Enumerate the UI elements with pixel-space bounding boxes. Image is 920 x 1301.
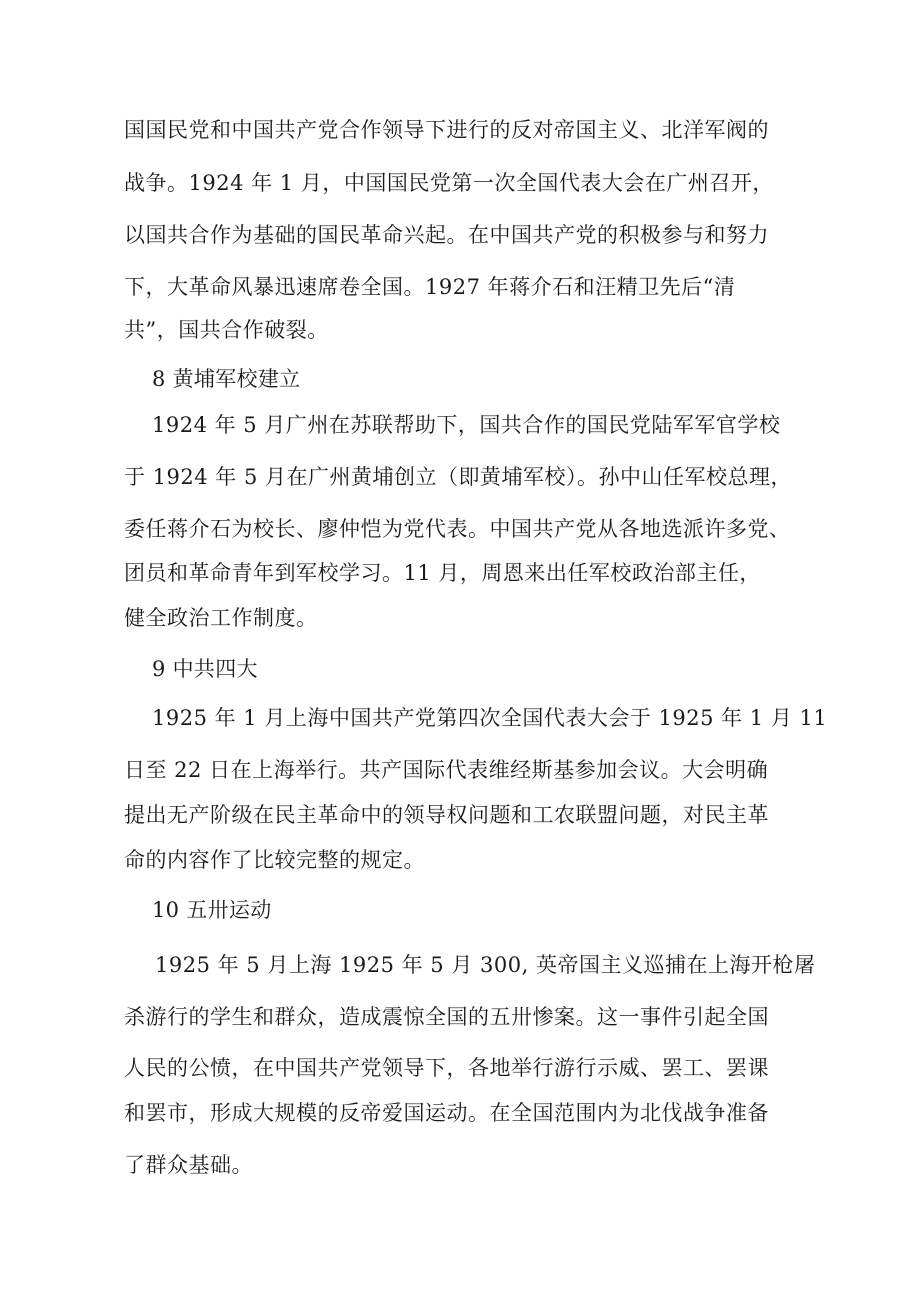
paragraph-line: 团员和革命青年到军校学习。11 月，周恩来出任军校政治部主任， bbox=[124, 561, 761, 585]
paragraph-line: 国国民党和中国共产党合作领导下进行的反对帝国主义、北洋军阀的 bbox=[124, 118, 769, 142]
paragraph-line: 和罢市，形成大规模的反帝爱国运动。在全国范围内为北伐战争准备 bbox=[124, 1101, 769, 1125]
paragraph-line: 战争。1924 年 1 月，中国国民党第一次全国代表大会在广州召开， bbox=[124, 171, 774, 195]
paragraph-line: 1925 年 1 月上海中国共产党第四次全国代表大会于 1925 年 1 月 11 bbox=[152, 706, 828, 730]
paragraph-line: 1924 年 5 月广州在苏联帮助下，国共合作的国民党陆军军官学校 bbox=[152, 413, 781, 437]
paragraph-line: 以国共合作为基础的国民革命兴起。在中国共产党的积极参与和努力 bbox=[124, 223, 769, 247]
paragraph-line: 共”，国共合作破裂。 bbox=[124, 318, 329, 342]
paragraph-line: 1925 年 5 月上海 1925 年 5 月 300, 英帝国主义巡捕在上海开枪屠 bbox=[155, 953, 816, 977]
paragraph-line: 提出无产阶级在民主革命中的领导权问题和工农联盟问题，对民主革 bbox=[124, 803, 769, 827]
paragraph-line: 健全政治工作制度。 bbox=[124, 606, 318, 630]
paragraph-line: 了群众基础。 bbox=[124, 1153, 253, 1177]
section-heading-9: 9 中共四大 bbox=[152, 657, 258, 681]
paragraph-line: 杀游行的学生和群众，造成震惊全国的五卅惨案。这一事件引起全国 bbox=[124, 1005, 769, 1029]
paragraph-line: 日至 22 日在上海举行。共产国际代表维经斯基参加会议。大会明确 bbox=[124, 758, 769, 782]
paragraph-line: 人民的公愤，在中国共产党领导下，各地举行游行示威、罢工、罢课 bbox=[124, 1056, 769, 1080]
paragraph-line: 于 1924 年 5 月在广州黄埔创立（即黄埔军校）。孙中山任军校总理， bbox=[124, 465, 793, 489]
paragraph-line: 委任蒋介石为校长、廖仲恺为党代表。中国共产党从各地选派许多党、 bbox=[124, 517, 791, 541]
paragraph-line: 命的内容作了比较完整的规定。 bbox=[124, 848, 425, 872]
paragraph-line: 下，大革命风暴迅速席卷全国。1927 年蒋介石和汪精卫先后“清 bbox=[124, 275, 736, 299]
section-heading-10: 10 五卅运动 bbox=[152, 898, 272, 922]
section-heading-8: 8 黄埔军校建立 bbox=[152, 367, 301, 391]
